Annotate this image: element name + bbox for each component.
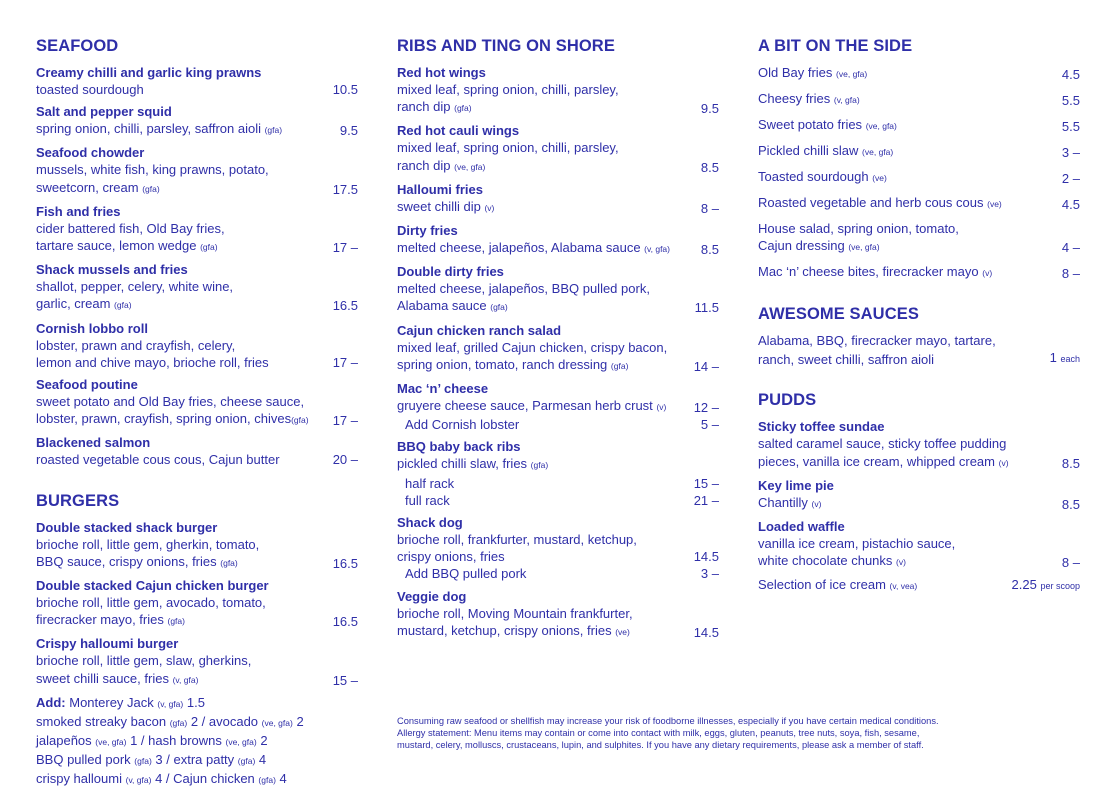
dietary-tag: (v): [998, 457, 1009, 468]
item-desc: garlic, cream: [36, 296, 111, 312]
item-name: Key lime pie: [758, 477, 834, 493]
item-desc: tartare sauce, lemon wedge: [36, 238, 197, 254]
item-name: Mac ‘n’ cheese bites, firecracker mayo: [758, 264, 979, 279]
item-name: Fish and fries: [36, 203, 121, 219]
dietary-tag: (ve): [872, 173, 887, 183]
item-desc: mixed leaf, spring onion, chilli, parsley,: [397, 140, 619, 156]
item-price: 21 –: [693, 492, 719, 508]
item-price: 8.5: [1061, 496, 1080, 512]
item-name: Sticky toffee sundae: [758, 419, 885, 435]
item-price: 2 –: [1061, 171, 1080, 186]
item-price: 14.5: [693, 549, 719, 565]
item-price: 8 –: [1061, 266, 1080, 281]
item-name: Loaded waffle: [758, 519, 845, 535]
dietary-tag: (ve, gfa): [836, 69, 868, 79]
footnote-line: Consuming raw seafood or shellfish may increase your risk of foodborne illnesses, especially if you have certain medical conditions.: [397, 716, 939, 726]
menu-item: [397, 514, 719, 583]
item-desc: brioche roll, little gem, gherkin, tomato,: [36, 536, 260, 552]
item-name: Red hot wings: [397, 65, 486, 80]
addon-text: crispy halloumi: [36, 770, 122, 786]
dietary-tag: (gfa): [237, 755, 256, 766]
dietary-tag: (ve): [615, 626, 630, 637]
dietary-tag: (ve, gfa): [261, 717, 293, 728]
item-price: 9.5: [700, 101, 719, 117]
footnote-line: Allergy statement: Menu items may contain or come into contact with milk, eggs, gluten, peanuts, tree nuts, soya, fish, sesame,: [397, 727, 920, 738]
item-desc: mixed leaf, spring onion, chilli, parsley,: [397, 82, 619, 97]
section-title-side: A BIT ON THE SIDE: [758, 37, 913, 55]
menu-item: [397, 380, 719, 433]
item-price: 17.5: [332, 181, 358, 197]
menu-item: [758, 220, 1080, 256]
menu-item: [397, 263, 719, 316]
burger-addons: [36, 694, 358, 789]
dietary-tag: (v, vea): [889, 581, 918, 592]
addon-text: smoked streaky bacon: [36, 713, 167, 729]
item-desc: sweet potato and Old Bay fries, cheese sauce,: [36, 394, 305, 410]
item-desc: lobster, prawn and crayfish, celery,: [36, 337, 236, 353]
dietary-tag: (ve, gfa): [454, 161, 486, 172]
menu-item: [758, 518, 1080, 571]
addons-label: Add:: [36, 694, 66, 710]
addon-price: 4: [258, 751, 267, 767]
addon-text: 2 / avocado: [190, 713, 259, 729]
item-addon: Add Cornish lobster: [405, 417, 520, 433]
menu-item: [36, 577, 358, 630]
dietary-tag: (gfa): [167, 616, 185, 627]
dietary-tag: (v, gfa): [172, 674, 199, 685]
item-desc: ranch dip: [397, 157, 451, 173]
item-name: Halloumi fries: [397, 181, 483, 197]
item-price: 3 –: [1061, 145, 1080, 160]
column-middle: [397, 36, 719, 646]
section-title-ribs: RIBS AND TING ON SHORE: [397, 37, 615, 55]
footnote-line: mustard, celery, molluscs, crustaceans, lupin, and sulphites. If you have any dietary requirements, please ask a member of staff.: [397, 739, 924, 750]
menu-item: [36, 320, 358, 371]
addon-price: 1.5: [186, 694, 205, 710]
addon-text: 4 / Cajun chicken: [155, 770, 255, 786]
item-name: Roasted vegetable and herb cous cous: [758, 195, 984, 210]
item-desc: mustard, ketchup, crispy onions, fries: [397, 622, 612, 638]
dietary-tag: (gfa): [142, 183, 160, 194]
item-desc: gruyere cheese sauce, Parmesan herb crust: [397, 398, 653, 414]
item-desc: Alabama, BBQ, firecracker mayo, tartare,: [758, 333, 996, 348]
item-price: 9.5: [339, 123, 358, 139]
item-name: Cheesy fries: [758, 91, 831, 106]
addon-price: 2: [296, 713, 304, 729]
item-price: 17 –: [332, 413, 358, 429]
item-name: Dirty fries: [397, 223, 458, 239]
item-desc: brioche roll, frankfurter, mustard, ketchup,: [397, 532, 637, 548]
menu-item: [397, 588, 719, 641]
item-desc: brioche roll, Moving Mountain frankfurter,: [397, 605, 633, 621]
item-desc: brioche roll, little gem, slaw, gherkins,: [36, 653, 252, 669]
item-desc: white chocolate chunks: [758, 553, 893, 569]
menu-item: [36, 376, 358, 429]
item-desc: firecracker mayo, fries: [36, 612, 164, 628]
item-name: Old Bay fries: [758, 65, 833, 80]
dietary-tag: (v): [656, 402, 667, 413]
item-desc: shallot, pepper, celery, white wine,: [36, 279, 234, 295]
item-price: 8 –: [700, 200, 719, 216]
item-name: BBQ baby back ribs: [397, 439, 521, 455]
item-desc: vanilla ice cream, pistachio sauce,: [758, 536, 956, 552]
section-title-sauces: AWESOME SAUCES: [758, 305, 919, 323]
item-name: Mac ‘n’ cheese: [397, 381, 489, 397]
menu-item: [758, 194, 1080, 213]
item-price: 8.5: [700, 242, 719, 258]
item-addon: Add BBQ pulled pork: [405, 566, 527, 582]
item-price: 8.5: [700, 159, 719, 175]
menu-item: [397, 438, 719, 509]
item-desc: lemon and chive mayo, brioche roll, fries: [36, 354, 269, 370]
item-name: House salad, spring onion, tomato,: [758, 221, 959, 236]
dietary-tag: (gfa): [264, 125, 283, 136]
item-name: Red hot cauli wings: [397, 123, 520, 139]
menu-item: [397, 322, 719, 375]
menu-item: [758, 142, 1080, 161]
item-name: Veggie dog: [397, 588, 467, 604]
menu-item: [758, 168, 1080, 187]
item-desc: melted cheese, jalapeños, Alabama sauce: [397, 240, 641, 256]
section-title-burgers: BURGERS: [36, 491, 120, 510]
item-price: 16.5: [332, 298, 358, 314]
item-price: 17 –: [332, 240, 358, 256]
item-name: Pickled chilli slaw: [758, 143, 859, 158]
dietary-tag: (v): [484, 202, 495, 213]
item-option: half rack: [405, 475, 455, 491]
menu-item: [397, 222, 719, 258]
item-desc: mussels, white fish, king prawns, potato,: [36, 162, 269, 178]
item-name: Double stacked Cajun chicken burger: [36, 578, 269, 594]
column-left: [36, 36, 358, 789]
item-price: 4 –: [1061, 240, 1080, 255]
addon-price: 2: [260, 732, 268, 748]
item-name: Double stacked shack burger: [36, 519, 218, 535]
item-price: 14.5: [693, 624, 719, 640]
menu-item: [36, 103, 358, 139]
item-desc: pickled chilli slaw, fries: [397, 456, 528, 472]
item-price: 8 –: [1061, 555, 1080, 571]
item-name: Salt and pepper squid: [36, 104, 172, 120]
item-price: 5.5: [1061, 93, 1080, 108]
item-price: 5.5: [1061, 119, 1080, 134]
item-price: 17 –: [332, 354, 358, 370]
dietary-tag: (gfa): [114, 300, 132, 311]
dietary-tag: (gfa): [258, 774, 276, 785]
item-price: 10.5: [332, 82, 358, 97]
section-title-pudds: PUDDS: [758, 391, 817, 410]
menu-item: [36, 635, 358, 688]
item-name: Crispy halloumi burger: [36, 636, 179, 652]
item-price: 11.5: [694, 300, 719, 316]
column-right: [758, 36, 1080, 601]
menu-item: [758, 116, 1080, 135]
item-price: 16.5: [332, 614, 358, 630]
menu-item: [36, 519, 358, 572]
item-desc: toasted sourdough: [36, 82, 144, 97]
item-desc: brioche roll, little gem, avocado, tomato,: [36, 595, 266, 611]
allergy-footnote: [397, 716, 1077, 751]
menu-item: [758, 263, 1080, 282]
menu-item: [36, 434, 358, 468]
addon-text: 3 / extra patty: [155, 751, 235, 767]
menu-item: [758, 64, 1080, 83]
item-price: 20 –: [332, 452, 358, 468]
dietary-tag: (gfa): [220, 557, 238, 568]
menu-item: [758, 418, 1080, 471]
dietary-tag: (gfa): [200, 242, 218, 253]
item-price: 4.5: [1061, 67, 1080, 82]
menu-item: [758, 576, 1080, 595]
item-desc: mixed leaf, grilled Cajun chicken, crispy bacon,: [397, 339, 668, 355]
addon-price: 4: [279, 770, 287, 786]
item-price: 8.5: [1061, 455, 1080, 471]
menu-item: [758, 477, 1080, 513]
item-price: 15 –: [693, 475, 719, 491]
item-price: 2.25: [1011, 577, 1037, 593]
item-name: Cornish lobbo roll: [36, 320, 148, 336]
item-name: Shack dog: [397, 515, 463, 531]
item-name: Cajun dressing: [758, 238, 845, 253]
menu-item: [397, 64, 719, 117]
dietary-tag: (ve, gfa): [225, 736, 257, 747]
dietary-tag: (v, gfa): [644, 244, 670, 255]
item-desc: crispy onions, fries: [397, 549, 505, 565]
menu-item: [397, 122, 719, 175]
item-desc: spring onion, chilli, parsley, saffron aioli: [36, 121, 261, 137]
dietary-tag: (ve, gfa): [848, 242, 880, 252]
dietary-tag: (v, gfa): [833, 95, 860, 105]
item-desc: spring onion, tomato, ranch dressing: [397, 356, 608, 372]
addon-text: jalapeños: [36, 732, 92, 748]
price-unit: per scoop: [1040, 581, 1080, 592]
dietary-tag: (gfa): [454, 103, 472, 114]
item-name: Seafood chowder: [36, 145, 145, 161]
dietary-tag: (v, gfa): [157, 698, 184, 709]
item-desc: sweet chilli sauce, fries: [36, 670, 169, 686]
item-option: full rack: [405, 492, 450, 508]
dietary-tag: (gfa): [530, 460, 549, 471]
item-name: Seafood poutine: [36, 377, 138, 393]
dietary-tag: (v): [811, 498, 822, 509]
item-name: Selection of ice cream: [758, 577, 886, 593]
item-desc: pieces, vanilla ice cream, whipped cream: [758, 453, 995, 469]
addon-text: Monterey Jack: [69, 694, 154, 710]
item-price: 15 –: [332, 672, 358, 688]
dietary-tag: (gfa): [610, 360, 629, 371]
dietary-tag: (gfa): [134, 755, 152, 766]
menu-item: [36, 261, 358, 314]
price-unit: each: [1060, 354, 1080, 365]
item-price: 16.5: [332, 555, 358, 571]
dietary-tag: (ve): [987, 199, 1002, 209]
item-name: Blackened salmon: [36, 435, 151, 451]
item-desc: sweetcorn, cream: [36, 179, 139, 195]
item-price: 14 –: [693, 358, 719, 374]
dietary-tag: (ve, gfa): [95, 736, 127, 747]
menu-item: [36, 144, 358, 197]
item-desc: roasted vegetable cous cous, Cajun butter: [36, 452, 280, 468]
item-desc: BBQ sauce, crispy onions, fries: [36, 553, 217, 569]
section-title-seafood: SEAFOOD: [36, 37, 119, 55]
dietary-tag: (v): [896, 557, 906, 568]
item-price: 5 –: [700, 417, 719, 433]
item-price: 1: [1049, 350, 1057, 366]
addon-text: BBQ pulled pork: [36, 751, 131, 767]
item-name: Double dirty fries: [397, 264, 504, 280]
dietary-tag: (ve, gfa): [865, 121, 897, 131]
item-name: Cajun chicken ranch salad: [397, 322, 562, 338]
item-name: Sweet potato fries: [758, 117, 863, 132]
item-price: 4.5: [1061, 197, 1080, 212]
item-desc: ranch, sweet chilli, saffron aioli: [758, 352, 935, 368]
item-desc: sweet chilli dip: [397, 198, 481, 214]
item-name: Shack mussels and fries: [36, 262, 188, 278]
item-desc: Alabama sauce: [397, 298, 487, 314]
dietary-tag: (ve, gfa): [862, 147, 894, 157]
item-desc: ranch dip: [397, 99, 451, 115]
menu-item: [36, 203, 358, 256]
item-desc: cider battered fish, Old Bay fries,: [36, 220, 225, 236]
dietary-tag: (gfa): [169, 717, 188, 728]
menu-item: [758, 90, 1080, 109]
item-price: 12 –: [693, 400, 719, 416]
item-price: 3 –: [700, 566, 719, 582]
dietary-tag: (v): [982, 268, 993, 278]
item-desc: salted caramel sauce, sticky toffee pudding: [758, 436, 1007, 452]
item-desc: lobster, prawn, crayfish, spring onion, chives: [36, 411, 292, 427]
dietary-tag: (gfa): [291, 415, 309, 426]
dietary-tag: (gfa): [490, 302, 508, 313]
menu-item: [397, 181, 719, 217]
menu-item: [758, 332, 1080, 368]
menu-item: [36, 64, 358, 98]
addon-text: 1 / hash browns: [130, 732, 222, 748]
item-name: Toasted sourdough: [758, 169, 869, 184]
item-desc: melted cheese, jalapeños, BBQ pulled pork,: [397, 281, 650, 297]
item-name: Creamy chilli and garlic king prawns: [36, 65, 262, 80]
item-desc: Chantilly: [758, 494, 808, 510]
dietary-tag: (v, gfa): [125, 774, 152, 785]
